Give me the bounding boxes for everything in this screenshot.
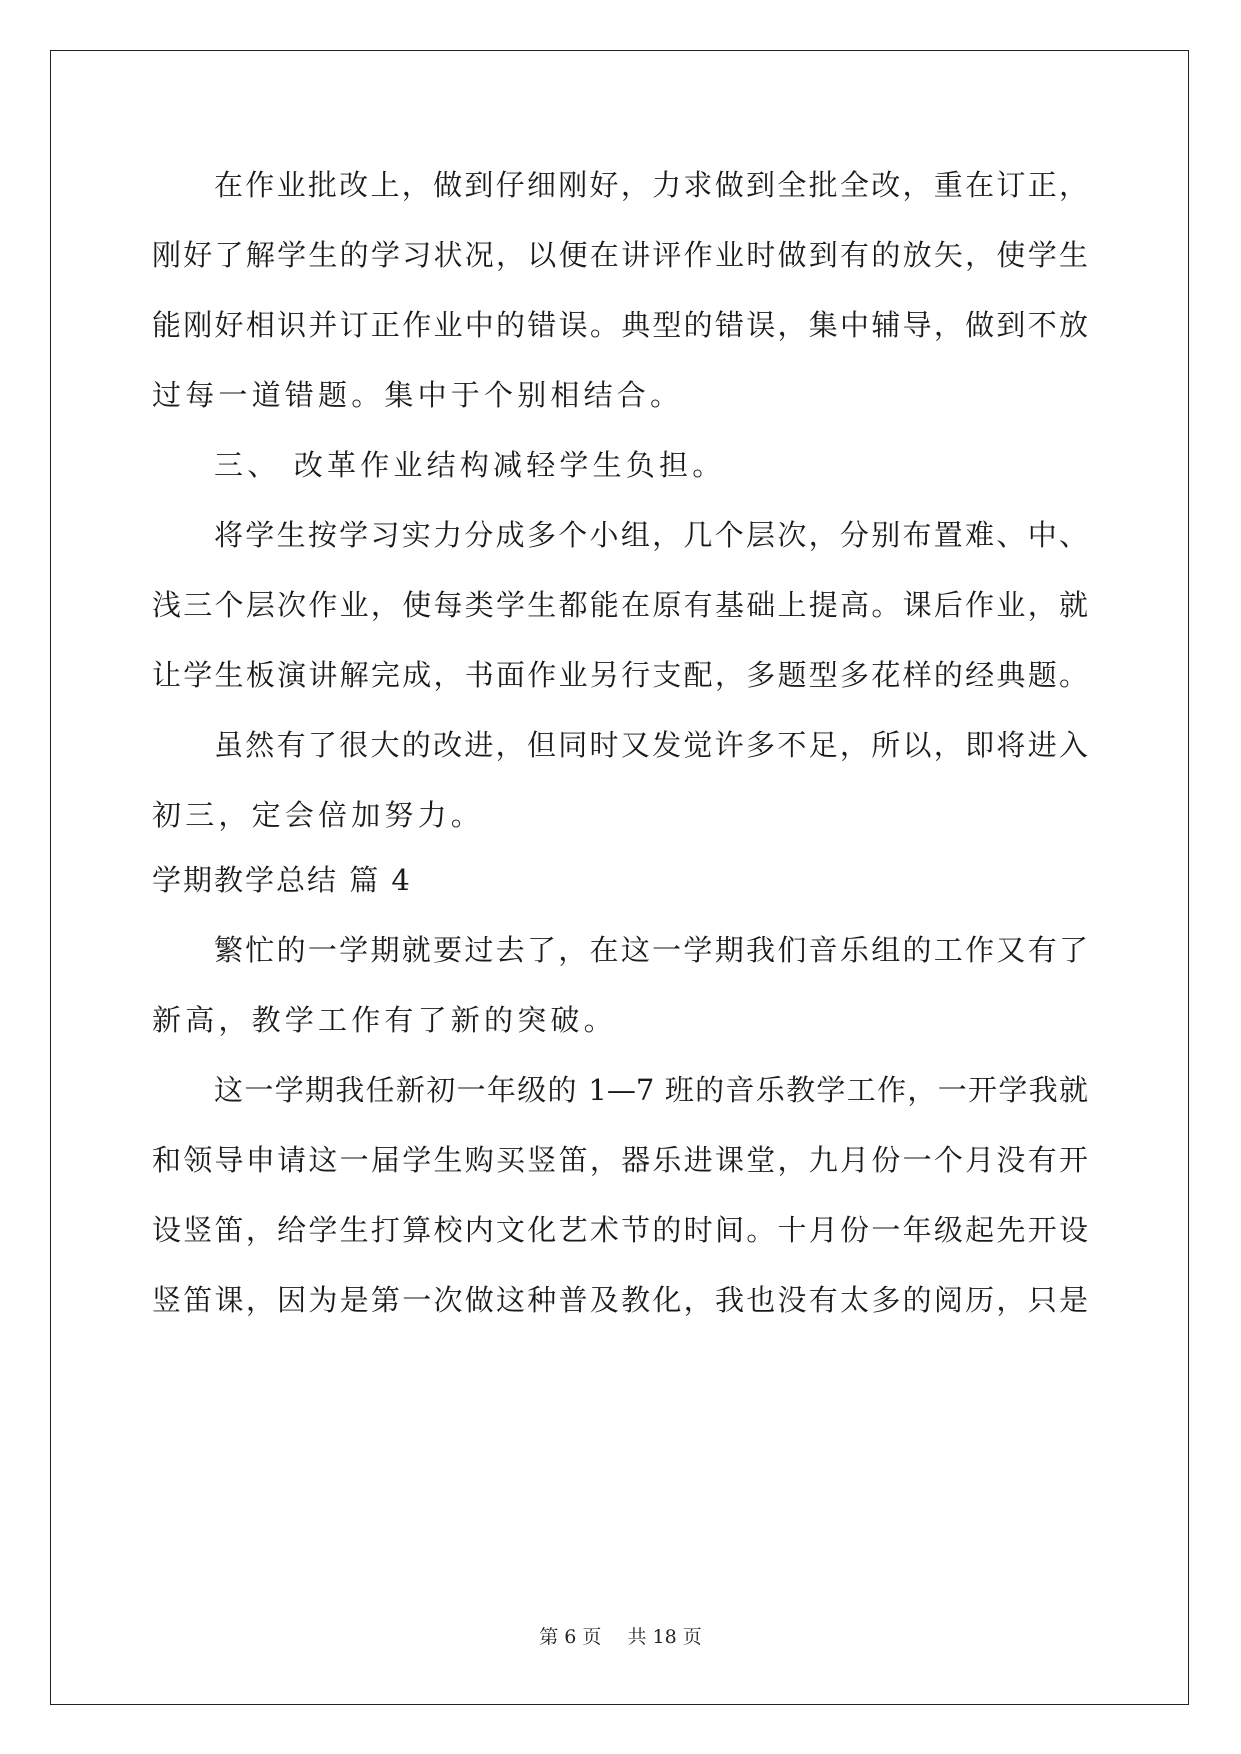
page-footer xyxy=(0,1625,1241,1649)
article-title: 学期教学总结 篇 4 xyxy=(152,863,412,897)
paragraph-line: 竖笛课，因为是第一次做这种普及教化，我也没有太多的阅历，只是 xyxy=(152,1283,1088,1317)
paragraph-line: 设竖笛，给学生打算校内文化艺术节的时间。十月份一年级起先开设 xyxy=(152,1213,1088,1247)
paragraph-line: 刚好了解学生的学习状况，以便在讲评作业时做到有的放矢，使学生 xyxy=(152,238,1088,272)
paragraph-line: 能刚好相识并订正作业中的错误。典型的错误，集中辅导，做到不放 xyxy=(152,308,1088,342)
section-heading: 三、 改革作业结构减轻学生负担。 xyxy=(214,448,726,482)
paragraph-line: 初三，定会倍加努力。 xyxy=(152,798,485,832)
paragraph-line: 和领导申请这一届学生购买竖笛，器乐进课堂，九月份一个月没有开 xyxy=(152,1143,1088,1177)
paragraph-line: 过每一道错题。集中于个别相结合。 xyxy=(152,378,684,412)
paragraph-line: 虽然有了很大的改进，但同时又发觉许多不足，所以，即将进入 xyxy=(214,728,1088,762)
page-total: 共 18 页 xyxy=(627,1626,702,1648)
paragraph-line: 让学生板演讲解完成，书面作业另行支配，多题型多花样的经典题。 xyxy=(152,658,1088,692)
paragraph-line: 这一学期我任新初一年级的 1—7 班的音乐教学工作，一开学我就 xyxy=(214,1073,1088,1107)
paragraph-line: 新高，教学工作有了新的突破。 xyxy=(152,1003,617,1037)
paragraph-line: 繁忙的一学期就要过去了，在这一学期我们音乐组的工作又有了 xyxy=(214,933,1088,967)
paragraph-line: 将学生按学习实力分成多个小组，几个层次，分别布置难、中、 xyxy=(214,518,1088,552)
page-number: 第 6 页 xyxy=(539,1626,602,1648)
paragraph-line: 浅三个层次作业，使每类学生都能在原有基础上提高。课后作业，就 xyxy=(152,588,1088,622)
paragraph-line: 在作业批改上，做到仔细刚好，力求做到全批全改，重在订正， xyxy=(214,168,1088,202)
